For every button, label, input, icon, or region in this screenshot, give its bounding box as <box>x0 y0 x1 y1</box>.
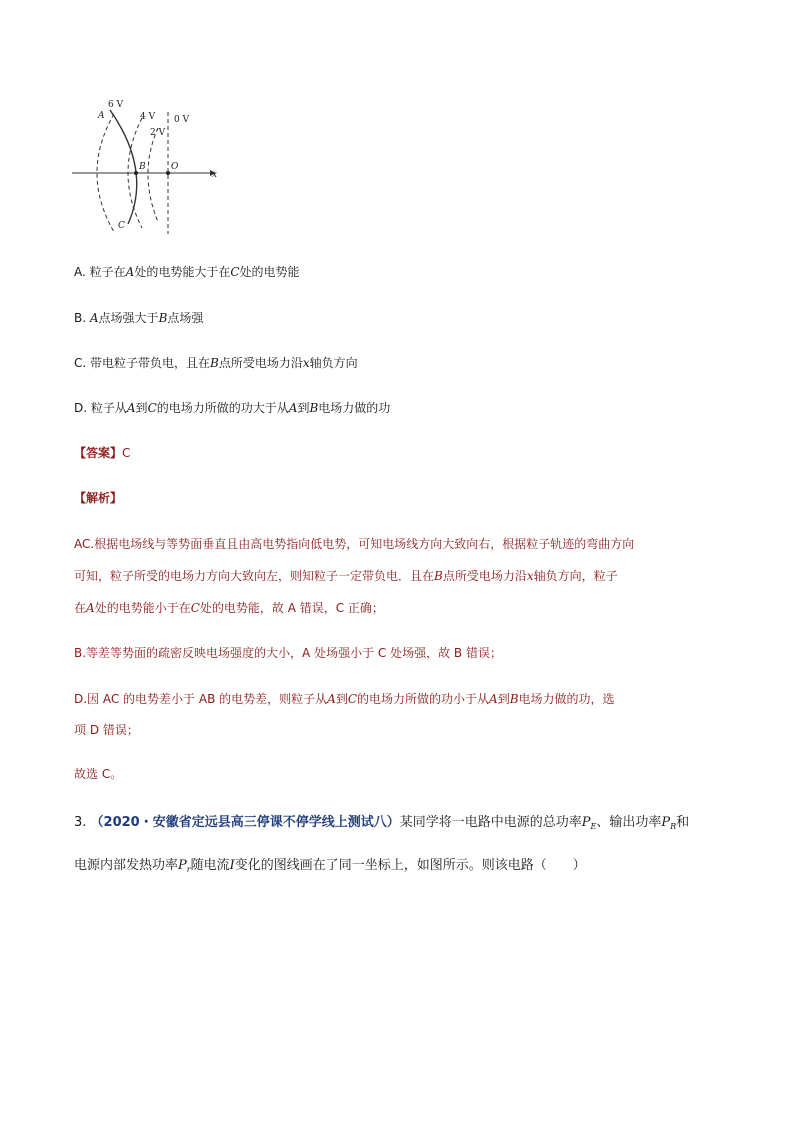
option-b-var: A <box>89 311 99 325</box>
option-d-var: C <box>147 401 157 415</box>
option-a-text: 处的电势能 <box>239 265 300 279</box>
option-b-text: 点场强 <box>167 311 204 325</box>
option-c-text: 点所受电场力沿 <box>218 356 303 370</box>
option-d-var: B <box>309 401 319 415</box>
point-b-dot <box>134 171 138 175</box>
question-number: 3. <box>74 815 91 830</box>
subscript: E <box>590 822 597 831</box>
analysis-var: A <box>327 692 336 706</box>
analysis-text: 在 <box>74 601 87 615</box>
analysis-text: 处的电势能小于在 <box>94 601 191 615</box>
analysis-option-b: B.等差等势面的疏密反映电场强度的大小，A 处场强小于 C 处场强，故 B 错误； <box>74 646 502 660</box>
analysis-var: x <box>526 569 534 583</box>
analysis-line-2 <box>74 567 618 585</box>
answer-label: 【答案】 <box>74 446 123 460</box>
analysis-text: 处的电势能，故 A 错误，C 正确； <box>199 601 384 615</box>
symbol-p: P <box>178 858 187 873</box>
subscript: r <box>186 865 191 874</box>
option-a-text: 处的电势能大于在 <box>134 265 231 279</box>
label-point-b: B <box>139 162 146 172</box>
option-c-var: B <box>210 356 219 370</box>
option-c-text: 轴负方向 <box>309 356 358 370</box>
question-3-line-1 <box>74 814 689 836</box>
analysis-var: C <box>190 601 200 615</box>
option-d <box>74 399 390 417</box>
analysis-text: D.因 AC 的电势差小于 AB 的电势差，则粒子从 <box>74 692 328 706</box>
analysis-var: A <box>86 601 95 615</box>
analysis-text: 电场力做的功，选 <box>518 692 615 706</box>
analysis-option-d-line-2: 项 D 错误； <box>74 723 139 737</box>
option-d-text: 到 <box>135 401 148 415</box>
question-text: 变化的图线画在了同一坐标上，如图所示。则该电路（ ） <box>234 858 586 873</box>
option-b-text: 点场强大于 <box>98 311 159 325</box>
analysis-conclusion: 故选 C。 <box>74 767 123 781</box>
analysis-var: B <box>434 569 443 583</box>
analysis-line-3 <box>74 599 384 617</box>
option-c-text: C. 带电粒子带负电，且在 <box>74 356 211 370</box>
symbol-i: I <box>229 858 235 873</box>
question-text: 电源内部发热功率 <box>74 858 179 873</box>
label-2v: 2 V <box>150 128 166 138</box>
analysis-text: 可知，粒子所受的电场力方向大致向左，则知粒子一定带负电．且在 <box>74 569 435 583</box>
answer-value: C <box>122 446 131 460</box>
option-b-var: B <box>158 311 168 325</box>
option-d-var: A <box>126 401 136 415</box>
option-b <box>74 309 203 327</box>
label-point-o: O <box>171 162 179 172</box>
option-a-var: C <box>230 265 240 279</box>
analysis-var: B <box>509 692 519 706</box>
option-d-text: D. 粒子从 <box>74 401 127 415</box>
analysis-text: 的电场力所做的功小于从 <box>357 692 490 706</box>
equipotential-2v <box>148 128 158 222</box>
option-c <box>74 354 358 372</box>
question-text: 、输出功率 <box>596 815 662 830</box>
option-b-text: B. <box>74 311 90 325</box>
analysis-label: 【解析】 <box>74 491 123 505</box>
symbol-p: P <box>661 815 671 830</box>
option-d-text: 到 <box>297 401 310 415</box>
point-o-dot <box>166 171 170 175</box>
label-point-a: A <box>98 111 105 121</box>
label-x-axis: x <box>212 170 218 180</box>
option-a-text: A. 粒子在 <box>74 265 126 279</box>
question-source: （2020・安徽省定远县高三停课不停学线上测试八） <box>90 815 400 830</box>
subscript: R <box>670 822 677 831</box>
label-6v: 6 V <box>108 100 124 110</box>
label-0v: 0 V <box>174 115 190 125</box>
option-d-var: A <box>288 401 298 415</box>
label-4v: 4 V <box>140 112 156 122</box>
equipotential-figure <box>70 98 220 238</box>
analysis-text: 轴负方向，粒子 <box>533 569 618 583</box>
question-text: 某同学将一电路中电源的总功率 <box>399 815 582 830</box>
option-d-text: 的电场力所做的功大于从 <box>156 401 289 415</box>
option-a <box>74 263 300 281</box>
answer <box>74 444 130 462</box>
analysis-line-1: AC.根据电场线与等势面垂直且由高电势指向低电势，可知电场线方向大致向右，根据粒子轨迹的弯曲方向 <box>74 537 635 551</box>
analysis-text: 到 <box>335 692 348 706</box>
particle-trajectory <box>110 110 137 224</box>
option-c-var: x <box>302 356 310 370</box>
option-a-var: A <box>125 265 135 279</box>
label-point-c: C <box>118 221 125 231</box>
analysis-var: A <box>489 692 498 706</box>
analysis-var: C <box>347 692 358 706</box>
symbol-p: P <box>581 815 591 830</box>
question-text: 和 <box>676 815 690 830</box>
analysis-text: 到 <box>497 692 510 706</box>
analysis-option-d-line-1 <box>74 690 615 708</box>
option-d-text: 电场力做的功 <box>318 401 391 415</box>
question-3-line-2 <box>74 857 586 879</box>
analysis-text: 点所受电场力沿 <box>442 569 527 583</box>
question-text: 随电流 <box>190 858 230 873</box>
